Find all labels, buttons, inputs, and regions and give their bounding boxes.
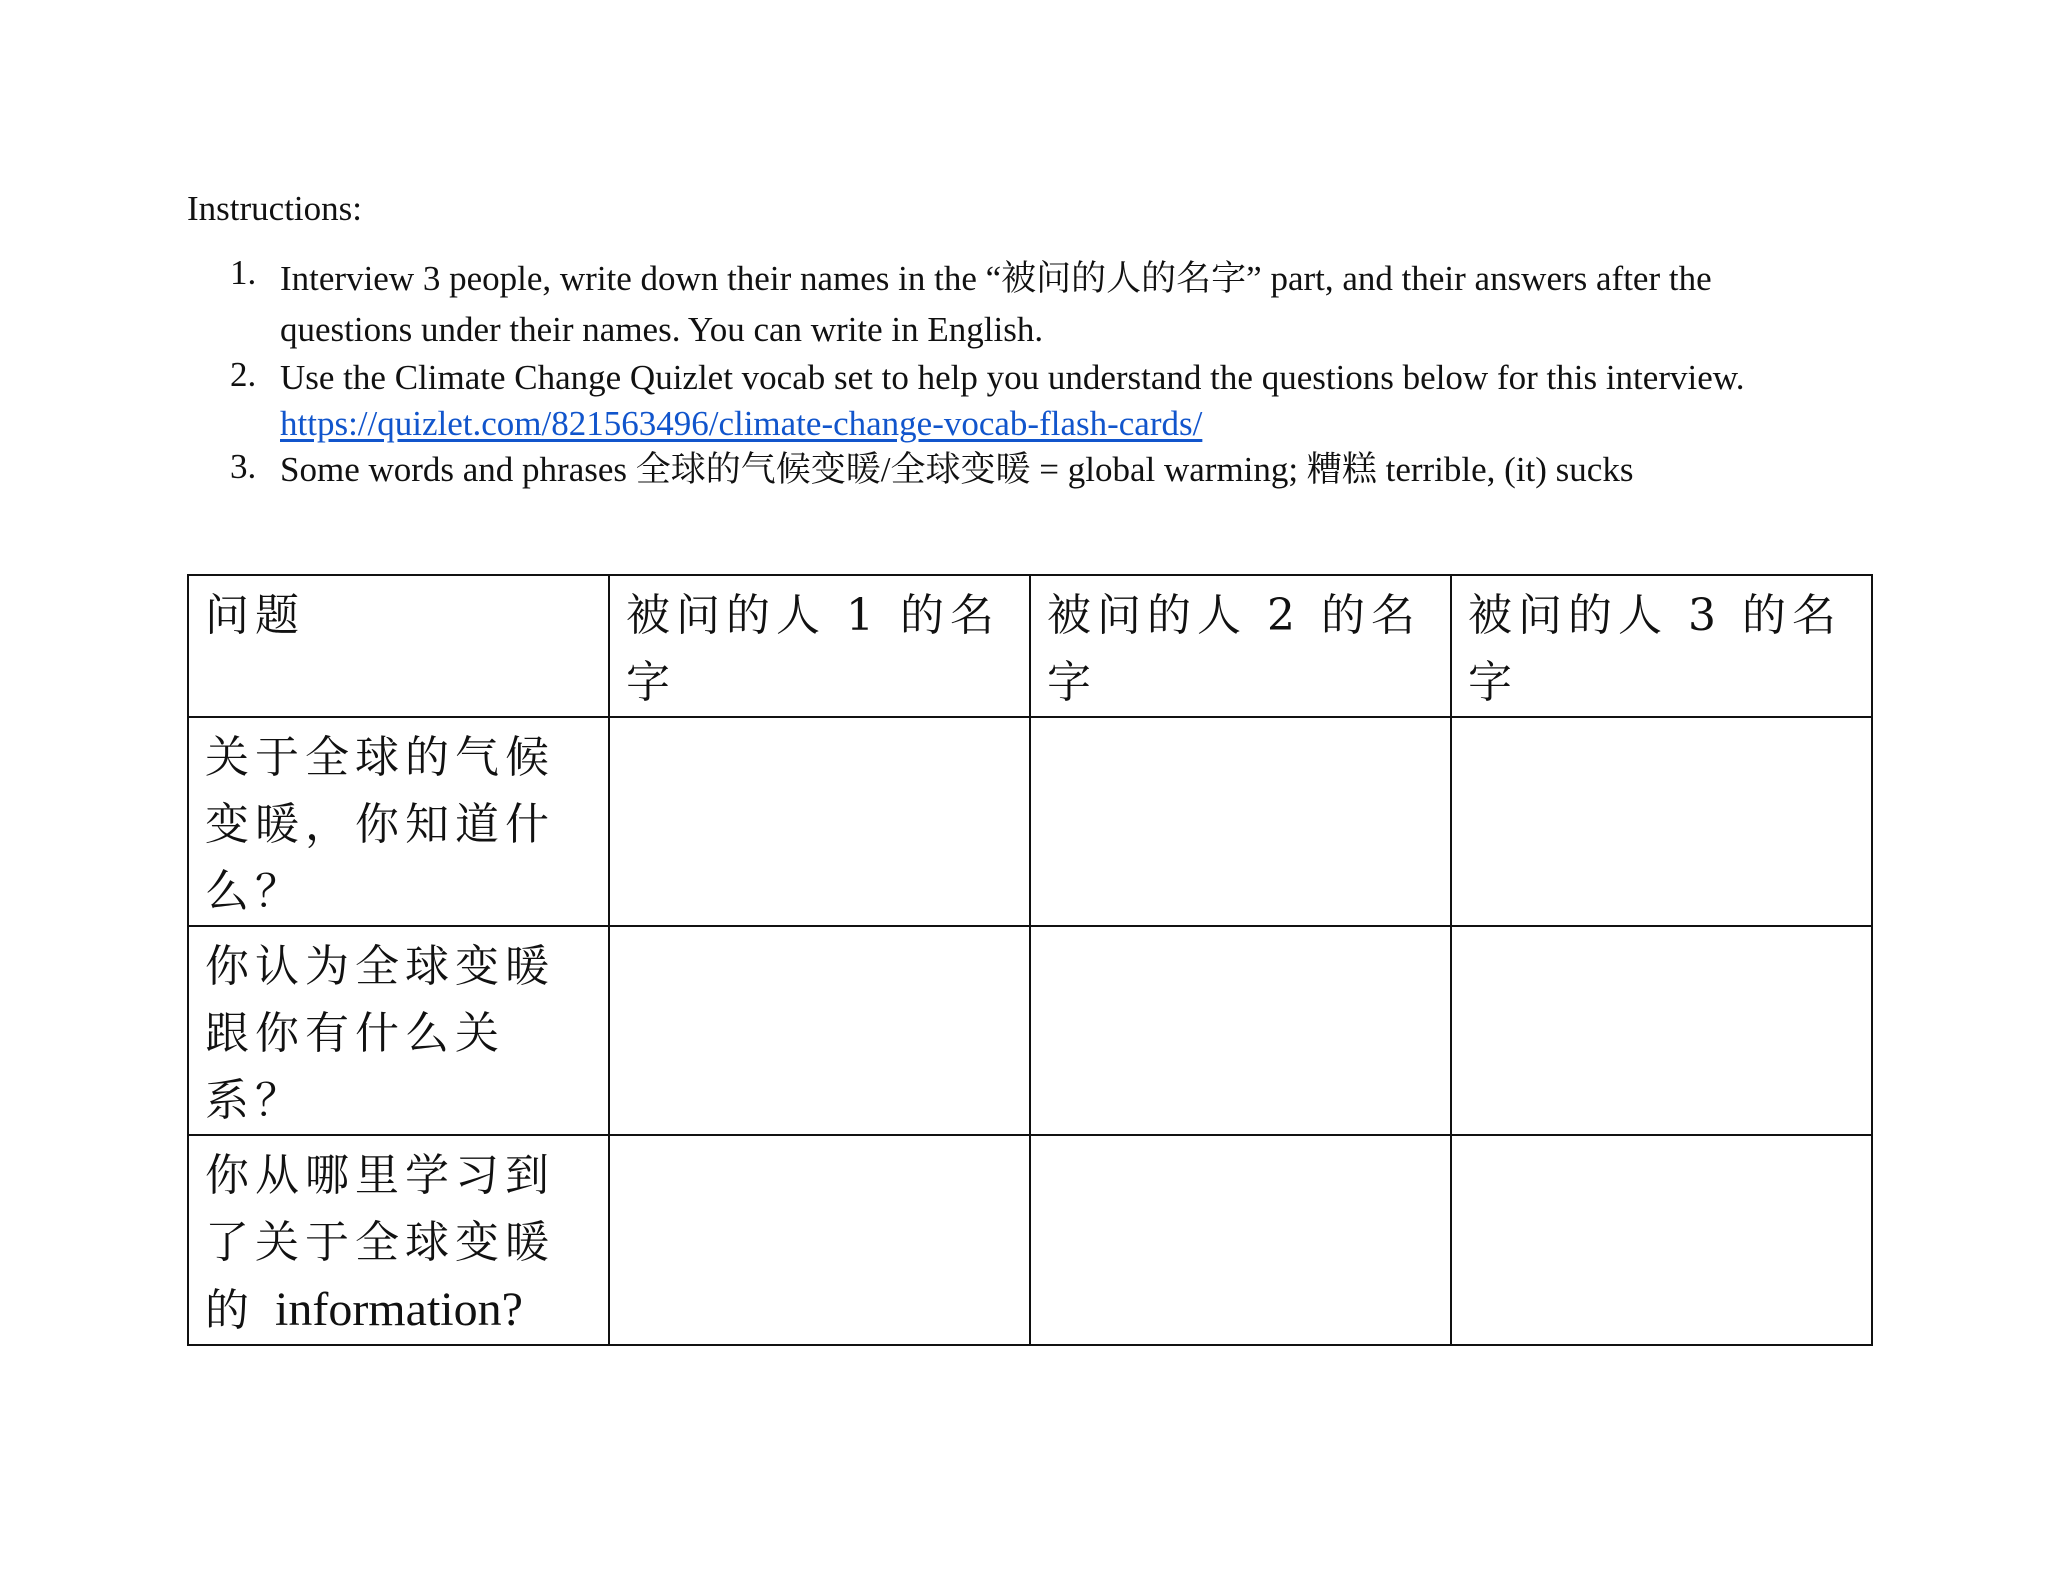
answer-cell-1[interactable]	[609, 717, 1030, 926]
header-interviewee-1: 被问的人 1 的名字	[609, 575, 1030, 717]
question-cell: 关于全球的气候变暖，你知道什么？	[188, 717, 609, 926]
instructions-heading: Instructions:	[187, 189, 362, 228]
instruction-number: 2.	[230, 355, 257, 394]
instruction-text: questions under their names. You can write in English.	[280, 310, 1044, 349]
question-cell	[188, 1135, 609, 1345]
instruction-number: 3.	[230, 447, 257, 486]
answer-cell-3[interactable]	[1451, 717, 1872, 926]
instruction-item-3	[230, 447, 1930, 493]
instruction-text: Use the Climate Change Quizlet vocab set to help you understand the questions below for this interview.	[280, 358, 1745, 397]
header-interviewee-2: 被问的人 2 的名字	[1030, 575, 1451, 717]
instruction-item-2	[230, 355, 1930, 447]
instruction-number: 1.	[230, 253, 257, 292]
answer-cell-2[interactable]	[1030, 717, 1451, 926]
answer-cell-1[interactable]	[609, 926, 1030, 1135]
question-text: 你从哪里学习到了关于全球变暖的	[205, 1150, 555, 1336]
instruction-item-1	[230, 253, 1930, 355]
quizlet-link[interactable]: https://quizlet.com/821563496/climate-change-vocab-flash-cards/	[280, 404, 1203, 443]
question-text-latin: information?	[275, 1283, 523, 1336]
answer-cell-1[interactable]	[609, 1135, 1030, 1345]
question-cell: 你认为全球变暖跟你有什么关系？	[188, 926, 609, 1135]
header-interviewee-3: 被问的人 3 的名字	[1451, 575, 1872, 717]
answer-cell-3[interactable]	[1451, 926, 1872, 1135]
answer-cell-2[interactable]	[1030, 926, 1451, 1135]
header-question: 问题	[188, 575, 609, 717]
instructions-list	[230, 253, 1930, 493]
answer-cell-2[interactable]	[1030, 1135, 1451, 1345]
table-header-row	[188, 575, 1872, 717]
instruction-text: Interview 3 people, write down their names in the “被问的人的名字” part, and their answers after the	[280, 259, 1712, 298]
table-row	[188, 926, 1872, 1135]
table-row	[188, 717, 1872, 926]
instruction-text: Some words and phrases 全球的气候变暖/全球变暖 = global warming; 糟糕 terrible, (it) sucks	[280, 450, 1634, 489]
interview-table	[187, 574, 1873, 1346]
answer-cell-3[interactable]	[1451, 1135, 1872, 1345]
table-row	[188, 1135, 1872, 1345]
